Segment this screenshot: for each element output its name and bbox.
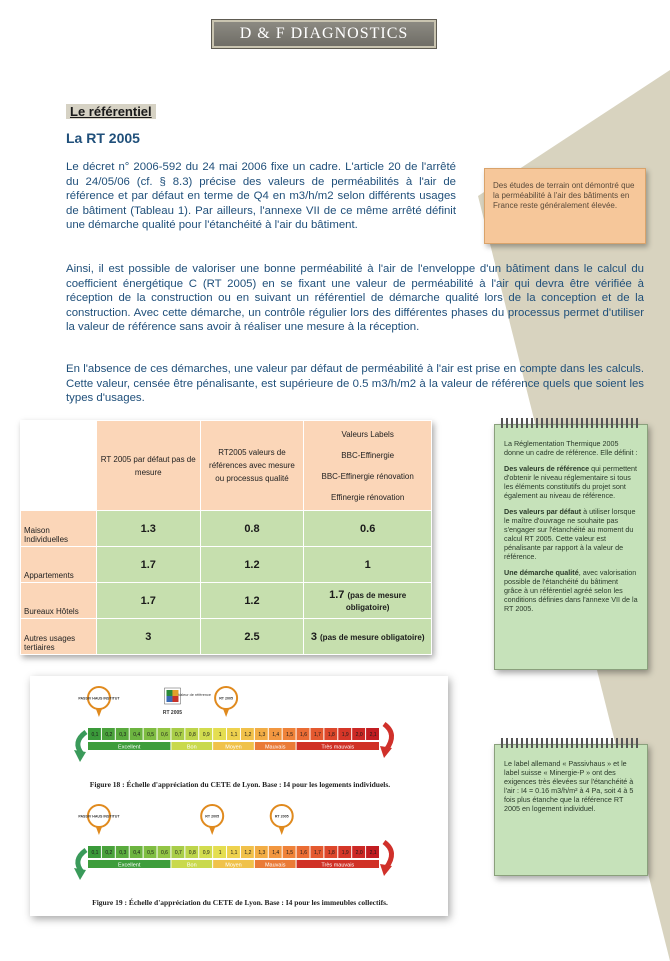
figure-19-left-arrow-icon — [78, 850, 86, 872]
figure-18-scale-value: 0,9 — [202, 732, 210, 738]
svg-text:RT 2005: RT 2005 — [274, 814, 289, 819]
value-default: 1.3 — [96, 511, 200, 547]
figure-18-scale-value: 2,0 — [355, 732, 363, 738]
figure-19-scale-value: 1,7 — [313, 850, 321, 856]
table-corner — [21, 421, 97, 511]
figure-19-right-arrow-icon — [384, 842, 392, 868]
value-reference: 2.5 — [200, 619, 304, 655]
figure-19-scale — [74, 842, 392, 880]
row-label: Bureaux Hôtels — [21, 583, 97, 619]
value-default: 1.7 — [96, 583, 200, 619]
value-label — [304, 619, 432, 655]
passivhaus-badge-icon — [78, 687, 120, 717]
figure-18-scale — [74, 724, 392, 762]
paragraph-default-value: En l'absence de ces démarches, une valeur par défaut de perméabilité à l'air est prise en compte dans les calculs. Cette valeur, censée être pénalisante, est supérieure de 0.5 m3/h/m2 à la valeur de référence quels que soient les types d'usages. — [66, 363, 644, 404]
figure-18-scale-value: 1,6 — [300, 732, 308, 738]
figure-18-scale-value: 2,1 — [369, 732, 377, 738]
figure-18-scale-value: 0,5 — [147, 732, 155, 738]
value-default: 1.7 — [96, 547, 200, 583]
table-row — [21, 583, 432, 619]
orange-note-text: Des études de terrain ont démontré que la perméabilité à l'air des bâtiments en France reste généralement élevée. — [493, 181, 635, 210]
svg-text:RT 2005: RT 2005 — [219, 696, 233, 701]
rt2005-default-badge-2-icon — [271, 805, 293, 835]
figure-19-scale-value: 1,3 — [258, 850, 266, 856]
value-label-number: 3 — [310, 630, 317, 643]
green-note-item — [504, 464, 638, 500]
figure-18-scale-value: 0,4 — [133, 732, 141, 738]
figure-18-scale-value: 1,1 — [230, 732, 238, 738]
value-default: 3 — [96, 619, 200, 655]
figure-19-band-label: Mauvais — [264, 862, 286, 869]
figure-19-scale-value: 1,8 — [327, 850, 335, 856]
svg-text:Valeur de référence: Valeur de référence — [177, 693, 212, 697]
figure-18-band-label: Excellent — [118, 744, 141, 751]
green-note-labels — [494, 744, 648, 876]
company-logo — [212, 20, 436, 48]
figure-19-scale-value: 0,3 — [119, 850, 127, 856]
green-note-intro: La Réglementation Thermique 2005 donne un cadre de référence. Elle définit : — [504, 439, 638, 457]
figure-18-scale-value: 0,1 — [91, 732, 99, 738]
figure-18-right-arrowhead-icon — [380, 746, 392, 758]
value-reference: 1.2 — [200, 583, 304, 619]
orange-note — [484, 168, 646, 244]
figure-18-caption: Figure 18 : Échelle d'appréciation du CETE de Lyon. Base : I4 pour les logements individuels. — [89, 780, 391, 789]
figure-19-left-arrowhead-icon — [74, 868, 86, 880]
spiral-binding-icon — [501, 738, 641, 748]
row-label: Appartements — [21, 547, 97, 583]
row-label: Maison Individuelles — [21, 511, 97, 547]
table-header-row — [21, 421, 432, 511]
figure-18-scale-value: 1,5 — [286, 732, 294, 738]
header-default: RT 2005 par défaut pas de mesure — [96, 421, 200, 511]
figure-19-scale-value: 0,5 — [147, 850, 155, 856]
spiral-binding-icon — [501, 418, 641, 428]
value-label-number: 1.7 — [329, 588, 345, 601]
figure-19-scale-value: 2,1 — [369, 850, 377, 856]
figure-19-scale-value: 0,4 — [133, 850, 141, 856]
figure-19-scale-value: 1 — [218, 850, 222, 856]
header-bbc-renovation: BBC-Effinergie rénovation — [321, 471, 414, 481]
green-note-item — [504, 507, 638, 561]
logo-text: D & F DIAGNOSTICS — [239, 25, 409, 42]
figure-18-left-arrowhead-icon — [74, 750, 86, 762]
figure-18-band-label: Moyen — [225, 744, 242, 751]
green-note-item-title: Des valeurs par défaut — [504, 507, 582, 516]
value-label — [304, 547, 432, 583]
value-label-number: 1 — [364, 558, 371, 571]
figure-18-scale-value: 1,9 — [341, 732, 349, 738]
green-note-item-text: à utiliser lorsque le maître d'ouvrage ne souhaite pas s'engager sur l'étanchéité au moment du calcul RT 2005. Cette valeur est pénalisante par rapport à la valeur de référence. — [504, 507, 636, 561]
appreciation-scales — [30, 676, 448, 916]
green-note-item-text: qui permettent d'obtenir le niveau réglementaire si tous les éléments constitutifs du projet sont également au niveau de référence. — [504, 464, 638, 500]
figure-18-scale-value: 1,7 — [313, 732, 321, 738]
header-labels — [304, 421, 432, 511]
figure-19-scale-value: 1,4 — [272, 850, 280, 856]
svg-text:RT 2005: RT 2005 — [205, 814, 220, 819]
figure-panel — [30, 676, 448, 916]
green-note-item-title: Des valeurs de référence — [504, 464, 590, 473]
figure-18-band-label: Mauvais — [264, 744, 286, 751]
figure-19-band-label: Bon — [186, 862, 197, 869]
figure-18-scale-value: 1 — [218, 732, 222, 738]
rt2005-reference-badge-icon — [163, 688, 211, 716]
figure-18-left-arrow-icon — [78, 732, 86, 754]
figure-18-band-label: Bon — [186, 744, 197, 751]
header-reference: RT2005 valeurs de références avec mesure ou processus qualité — [200, 421, 304, 511]
value-label-note: (pas de mesure obligatoire) — [320, 632, 425, 642]
figure-19-scale-value: 1,1 — [230, 850, 238, 856]
table-row — [21, 547, 432, 583]
figure-18-scale-value: 1,4 — [272, 732, 280, 738]
figure-19-scale-value: 1,9 — [341, 850, 349, 856]
figure-19-scale-value: 0,6 — [160, 850, 168, 856]
figure-19-scale-value: 0,2 — [105, 850, 113, 856]
figure-19-right-arrowhead-icon — [380, 864, 392, 876]
value-label-note: (pas de mesure obligatoire) — [345, 590, 407, 612]
section-heading: Le référentiel — [66, 104, 156, 119]
passivhaus-badge-2-icon — [78, 805, 120, 835]
value-label — [304, 511, 432, 547]
subheading: La RT 2005 — [66, 130, 140, 146]
figure-19-scale-value: 0,8 — [188, 850, 196, 856]
row-label: Autres usages tertiaires — [21, 619, 97, 655]
value-reference: 0.8 — [200, 511, 304, 547]
table-row — [21, 511, 432, 547]
green-note-item — [504, 568, 638, 613]
header-labels-title: Valeurs Labels — [341, 429, 394, 439]
green-note-text: Le label allemand « Passivhaus » et le label suisse « Minergie-P » ont des exigences très élevées sur l'étanchéité à l'air : I4 = 0.16 m3/h/m² à 4 Pa, soit 4 à 5 fois plus étanche que la référence RT 2005 en logement individuel. — [504, 759, 634, 813]
figure-18-right-arrow-icon — [384, 724, 392, 750]
rt2005-default-badge-icon — [215, 687, 237, 717]
figure-18-scale-value: 1,8 — [327, 732, 335, 738]
permeability-table — [20, 420, 432, 655]
svg-text:PASSIV HAUS INSTITUT: PASSIV HAUS INSTITUT — [78, 814, 120, 819]
figure-18-scale-value: 1,2 — [244, 732, 252, 738]
svg-text:PASSIV HAUS INSTITUT: PASSIV HAUS INSTITUT — [78, 696, 120, 701]
figure-19-band-label: Très mauvais — [321, 862, 355, 869]
rt2005-reference-badge-2-icon — [201, 805, 223, 835]
figure-19-caption: Figure 19 : Échelle d'appréciation du CETE de Lyon. Base : I4 pour les immeubles collectifs. — [92, 898, 388, 907]
figure-18-scale-value: 0,3 — [119, 732, 127, 738]
figure-19-scale-value: 1,6 — [300, 850, 308, 856]
green-note-item-text: , avec valorisation possible de l'étanchéité du bâtiment grâce à un référentiel agréé selon les conditions définies dans l'annexe VII de la RT 2005. — [504, 568, 638, 613]
figure-19-band-label: Moyen — [225, 862, 242, 869]
figure-18-scale-value: 0,6 — [160, 732, 168, 738]
figure-18-scale-value: 0,2 — [105, 732, 113, 738]
header-effinergie-renovation: Effinergie rénovation — [331, 492, 405, 502]
figure-18-scale-value: 1,3 — [258, 732, 266, 738]
paragraph-valorisation: Ainsi, il est possible de valoriser une bonne perméabilité à l'air de l'enveloppe d'un bâtiment dans le calcul du coefficient énergétique C (RT 2005) en se fixant une valeur de perméabilité à l'air qui devra être vérifiée à réception de la construction ou en suivant un référentiel de démarche qualité lors de la conception et de la construction. Avec cette démarche, un contrôle régulier lors des différentes phases du processus permet d'utiliser la valeur de référence sans avoir à réaliser une mesure à la réception. — [66, 263, 644, 333]
figure-18-band-label: Très mauvais — [321, 744, 355, 751]
value-reference: 1.2 — [200, 547, 304, 583]
figure-19-scale-value: 2,0 — [355, 850, 363, 856]
figure-19-scale-value: 1,2 — [244, 850, 252, 856]
figure-19-band-label: Excellent — [118, 862, 141, 869]
figure-18-scale-value: 0,8 — [188, 732, 196, 738]
header-bbc: BBC-Effinergie — [341, 450, 395, 460]
figure-19-scale-value: 0,9 — [202, 850, 210, 856]
figure-19-scale-value: 0,7 — [174, 850, 182, 856]
green-note-item-title: Une démarche qualité — [504, 568, 579, 577]
green-note-rt2005 — [494, 424, 648, 670]
value-label-number: 0.6 — [360, 522, 376, 535]
svg-text:RT 2005: RT 2005 — [162, 710, 183, 716]
figure-19-scale-value: 1,5 — [286, 850, 294, 856]
table-row — [21, 619, 432, 655]
paragraph-decree: Le décret n° 2006-592 du 24 mai 2006 fixe un cadre. L'article 20 de l'arrêté du 24/05/06 (cf. § 8.3) précise des valeurs de perméabilités à l'air de référence et par défaut en terme de Q4 en m3/h/m2 selon différents usages de bâtiment (Tableau 1). Par ailleurs, l'annexe VII de ce même arrêté définit une démarche qualité pour l'étanchéité à l'air du bâtiment. — [66, 161, 456, 231]
figure-19-scale-value: 0,1 — [91, 850, 99, 856]
figure-18-scale-value: 0,7 — [174, 732, 182, 738]
value-label — [304, 583, 432, 619]
